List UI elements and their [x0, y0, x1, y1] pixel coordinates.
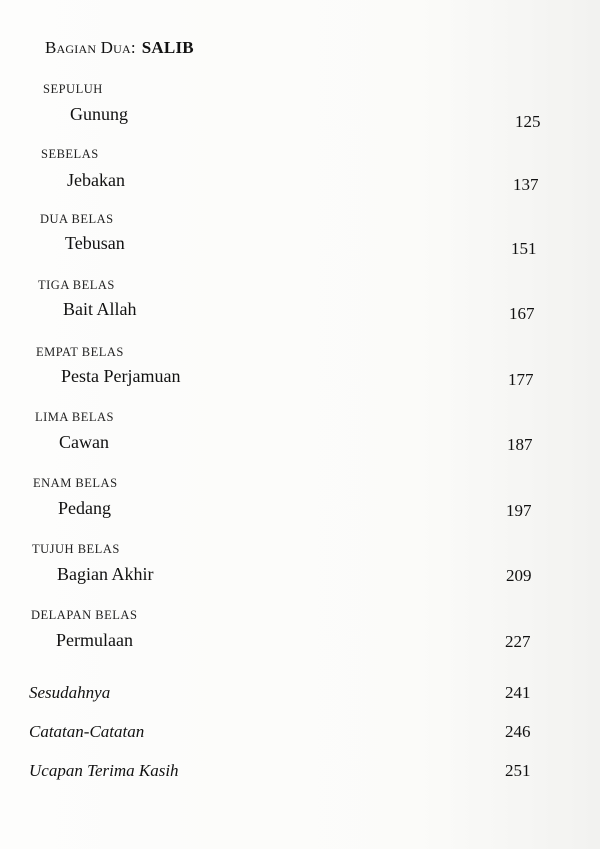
- chapter-page-number: 177: [508, 370, 534, 389]
- chapter-title[interactable]: Bait Allah: [63, 299, 137, 319]
- chapter-label: SEPULUH: [43, 82, 103, 96]
- part-name: SALIB: [141, 38, 194, 57]
- chapter-page-number: 227: [505, 632, 531, 651]
- chapter-title[interactable]: Gunung: [70, 104, 128, 124]
- chapter-page-number: 125: [515, 112, 541, 131]
- back-matter-page-number: 241: [505, 683, 531, 702]
- chapter-page-number: 151: [511, 239, 537, 258]
- chapter-title[interactable]: Cawan: [59, 432, 109, 452]
- chapter-label: DELAPAN BELAS: [31, 608, 138, 622]
- back-matter-title[interactable]: Ucapan Terima Kasih: [29, 761, 179, 780]
- chapter-title[interactable]: Jebakan: [67, 170, 125, 190]
- chapter-label: DUA BELAS: [40, 212, 114, 226]
- chapter-title[interactable]: Pesta Perjamuan: [61, 366, 181, 386]
- back-matter-page-number: 251: [505, 761, 531, 780]
- chapter-label: TIGA BELAS: [38, 278, 115, 292]
- chapter-title[interactable]: Tebusan: [65, 233, 125, 253]
- chapter-page-number: 197: [506, 501, 532, 520]
- chapter-title[interactable]: Bagian Akhir: [57, 564, 154, 584]
- chapter-label: EMPAT BELAS: [36, 345, 124, 359]
- back-matter-title[interactable]: Catatan-Catatan: [29, 722, 145, 741]
- chapter-page-number: 167: [509, 304, 535, 323]
- part-heading: [45, 38, 194, 58]
- chapter-title[interactable]: Permulaan: [56, 630, 133, 650]
- chapter-page-number: 209: [506, 566, 532, 585]
- chapter-label: TUJUH BELAS: [32, 542, 120, 556]
- chapter-page-number: 137: [513, 175, 539, 194]
- chapter-page-number: 187: [507, 435, 533, 454]
- chapter-label: LIMA BELAS: [35, 410, 114, 424]
- back-matter-page-number: 246: [505, 722, 531, 741]
- chapter-label: SEBELAS: [41, 147, 99, 161]
- chapter-title[interactable]: Pedang: [58, 498, 111, 518]
- chapter-label: ENAM BELAS: [33, 476, 118, 490]
- part-prefix: Bagian Dua:: [45, 38, 136, 57]
- back-matter-title[interactable]: Sesudahnya: [29, 683, 111, 702]
